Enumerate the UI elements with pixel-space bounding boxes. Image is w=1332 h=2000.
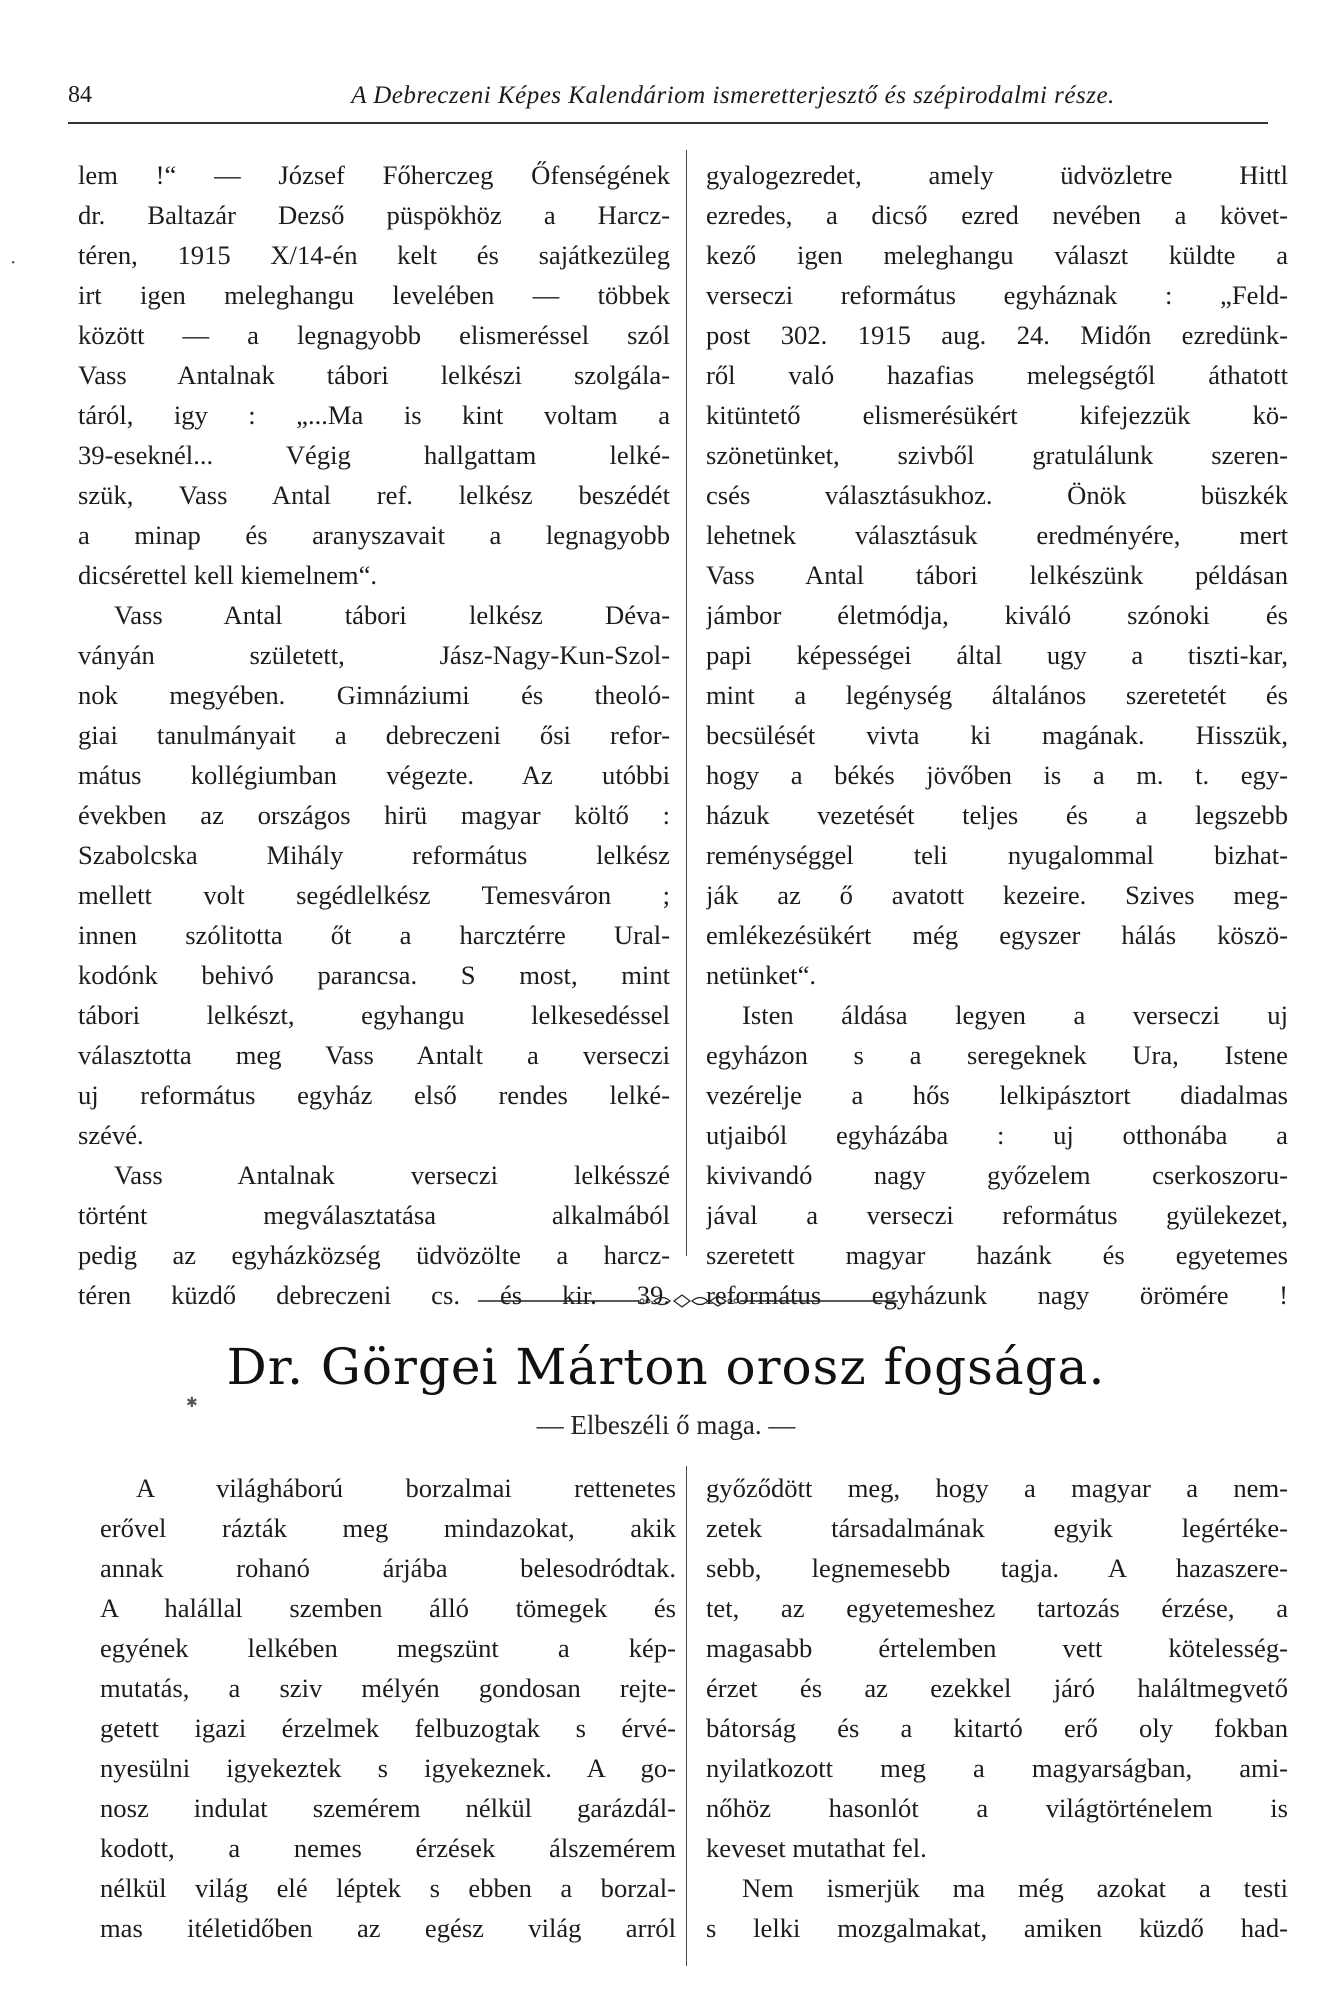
column-top-right [706, 155, 1288, 1315]
text-line: választotta meg Vass Antalt a verseczi [78, 1040, 670, 1070]
text-line: a minap és aranyszavait a legnagyobb [78, 520, 670, 550]
text-line: Szabolcska Mihály református lelkész [78, 840, 670, 870]
text-line: dr. Baltazár Dezső püspökhöz a Harcz- [78, 200, 670, 230]
text-line: pedig az egyházközség üdvözölte a harcz- [78, 1240, 670, 1270]
text-line: ezredes, a dicső ezred nevében a követ- [706, 200, 1288, 230]
text-line: verseczi református egyháznak : „Feld- [706, 280, 1288, 310]
text-line: emlékezésükért még egyszer hálás köszö- [706, 920, 1288, 950]
text-line: történt megválasztatása alkalmából [78, 1200, 670, 1230]
text-line: győződött meg, hogy a magyar a nem- [706, 1473, 1288, 1503]
text-line: mátus kollégiumban végezte. Az utóbbi [78, 760, 670, 790]
text-line: s lelki mozgalmakat, amiken küzdő had- [706, 1913, 1288, 1943]
running-head [68, 82, 1268, 116]
text-line: post 302. 1915 aug. 24. Midőn ezredünk- [706, 320, 1288, 350]
text-line: sebb, legnemesebb tagja. A hazaszere- [706, 1553, 1288, 1583]
text-line: utjaiból egyházába : uj otthonába a [706, 1120, 1288, 1150]
text-line: nyesülni igyekeztek s igyekeznek. A go- [100, 1753, 676, 1783]
text-line: nok megyében. Gimnáziumi és theoló- [78, 680, 670, 710]
text-line: Nem ismerjük ma még azokat a testi [742, 1873, 1288, 1903]
running-title: A Debreczeni Képes Kalendáriom ismeretterjesztő és szépirodalmi része. [351, 82, 1115, 109]
text-line: érzet és az ezekkel járó haláltmegvető [706, 1673, 1288, 1703]
column-divider-top [686, 150, 687, 1256]
text-line: annak rohanó árjába belesodródtak. [100, 1553, 676, 1583]
text-line: getett igazi érzelmek felbuzogtak s érvé- [100, 1713, 676, 1743]
text-line: nyilatkozott meg a magyarságban, ami- [706, 1753, 1288, 1783]
text-line: 39-eseknél... Végig hallgattam lelké- [78, 440, 670, 470]
text-line: jámbor életmódja, kiváló szónoki és [706, 600, 1288, 630]
text-line: dicsérettel kell kiemelnem“. [78, 560, 378, 590]
text-line: ványán született, Jász-Nagy-Kun-Szol- [78, 640, 670, 670]
text-line: A halállal szemben álló tömegek és [100, 1593, 676, 1623]
text-line: lem !“ — József Főherczeg Őfenségének [78, 160, 670, 190]
text-line: Vass Antalnak tábori lelkészi szolgála- [78, 360, 670, 390]
column-bottom-right [706, 1468, 1288, 1948]
page-number: 84 [68, 82, 92, 108]
print-speck: ✱ [186, 1395, 198, 1411]
text-line: giai tanulmányait a debreczeni ősi refor- [78, 720, 670, 750]
text-line: nélkül világ elé léptek s ebben a borzal- [100, 1873, 676, 1903]
text-line: kitüntető elismerésükért kifejezzük kö- [706, 400, 1288, 430]
text-line: becsülését vivta ki magának. Hisszük, [706, 720, 1288, 750]
text-line: uj református egyház első rendes lelké- [78, 1080, 670, 1110]
text-line: Vass Antal tábori lelkészünk példásan [706, 560, 1288, 590]
column-divider-bottom [686, 1466, 687, 1966]
text-line: házuk vezetését teljes és a legszebb [706, 800, 1288, 830]
text-line: mutatás, a sziv mélyén gondosan rejte- [100, 1673, 676, 1703]
text-line: években az országos hirü magyar költő : [78, 800, 670, 830]
text-line: magasabb értelemben vett kötelesség- [706, 1633, 1288, 1663]
margin-mark: · [10, 250, 17, 274]
text-line: mellett volt segédlelkész Temesváron ; [78, 880, 670, 910]
text-line: irt igen meleghangu levelében — többek [78, 280, 670, 310]
text-line: kodónk behivó parancsa. S most, mint [78, 960, 670, 990]
text-line: keveset mutathat fel. [706, 1833, 927, 1863]
text-line: tet, az egyetemeshez tartozás érzése, a [706, 1593, 1288, 1623]
text-line: egyének lelkében megszünt a kép- [100, 1633, 676, 1663]
text-line: hogy a békés jövőben is a m. t. egy- [706, 760, 1288, 790]
text-line: netünket“. [706, 960, 817, 990]
text-line: református egyházunk nagy örömére ! [706, 1280, 1288, 1310]
text-line: szönetünket, szivből gratulálunk szeren- [706, 440, 1288, 470]
article-title: Dr. Görgei Márton orosz fogsága. [226, 1338, 1106, 1396]
text-line: tábori lelkészt, egyhangu lelkesedéssel [78, 1000, 670, 1030]
text-line: téren küzdő debreczeni cs. és kir. 39. [78, 1280, 670, 1310]
text-line: nőhöz hasonlót a világtörténelem is [706, 1793, 1288, 1823]
text-line: között — a legnagyobb elismeréssel szól [78, 320, 670, 350]
text-line: egyházon s a seregeknek Ura, Istene [706, 1040, 1288, 1070]
text-line: jával a verseczi református gyülekezet, [706, 1200, 1288, 1230]
text-line: téren, 1915 X/14-én kelt és sajátkezüleg [78, 240, 670, 270]
text-line: vezérelje a hős lelkipásztort diadalmas [706, 1080, 1288, 1110]
text-line: A világháború borzalmai rettenetes [136, 1473, 676, 1503]
article-subtitle: — Elbeszéli ő maga. — [536, 1410, 796, 1440]
text-line: mas itéletidőben az egész világ arról [100, 1913, 676, 1943]
text-line: kodott, a nemes érzések álszemérem [100, 1833, 676, 1863]
text-line: szeretett magyar hazánk és egyetemes [706, 1240, 1288, 1270]
ornament-divider [478, 1292, 898, 1310]
column-top-left [78, 155, 670, 1315]
text-line: csés választásukhoz. Önök büszkék [706, 480, 1288, 510]
text-line: erővel rázták meg mindazokat, akik [100, 1513, 676, 1543]
text-line: táról, igy : „...Ma is kint voltam a [78, 400, 670, 430]
text-line: zetek társadalmának egyik legértéke- [706, 1513, 1288, 1543]
text-line: lehetnek választásuk eredményére, mert [706, 520, 1288, 550]
text-line: Vass Antalnak verseczi lelkésszé [114, 1160, 670, 1190]
text-line: nosz indulat szemérem nélkül garázdál- [100, 1793, 676, 1823]
text-line: innen szólitotta őt a harcztérre Ural- [78, 920, 670, 950]
text-line: szévé. [78, 1120, 144, 1150]
text-line: gyalogezredet, amely üdvözletre Hittl [706, 160, 1288, 190]
text-line: reménységgel teli nyugalommal bizhat- [706, 840, 1288, 870]
text-line: kező igen meleghangu választ küldte a [706, 240, 1288, 270]
text-line: mint a legénység általános szeretetét és [706, 680, 1288, 710]
text-line: papi képességei által ugy a tiszti-kar, [706, 640, 1288, 670]
text-line: kivivandó nagy győzelem cserkoszoru- [706, 1160, 1288, 1190]
text-line: Isten áldása legyen a verseczi uj [742, 1000, 1288, 1030]
column-bottom-left [100, 1468, 676, 1948]
header-rule [68, 122, 1268, 124]
text-line: szük, Vass Antal ref. lelkész beszédét [78, 480, 670, 510]
text-line: ről való hazafias melegségtől áthatott [706, 360, 1288, 390]
text-line: Vass Antal tábori lelkész Déva- [114, 600, 670, 630]
text-line: ják az ő avatott kezeire. Szives meg- [706, 880, 1288, 910]
text-line: bátorság és a kitartó erő oly fokban [706, 1713, 1288, 1743]
